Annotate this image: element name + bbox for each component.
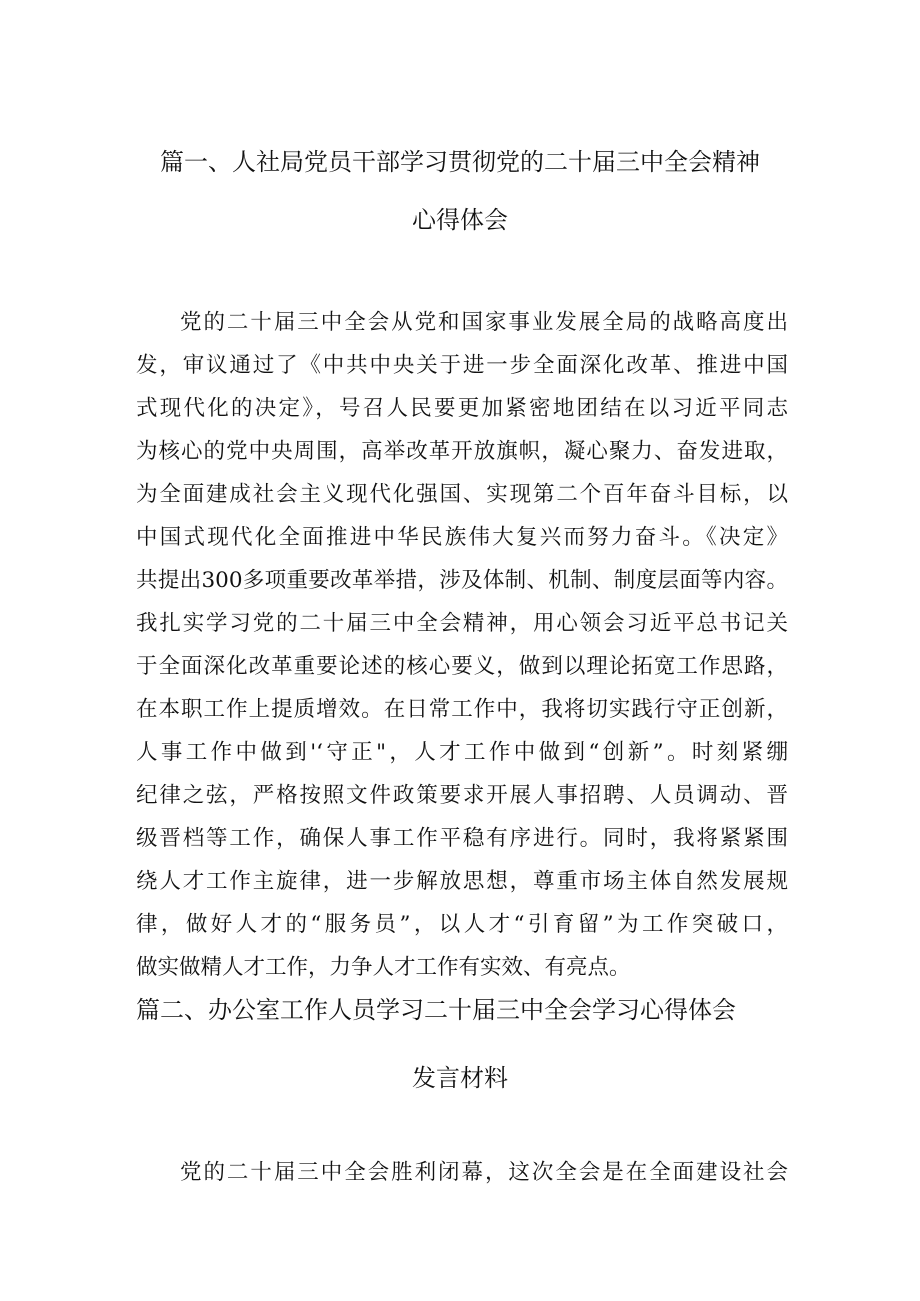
section1-title-line1: 篇一、人社局党员干部学习贯彻党的二十届三中全会精神	[160, 148, 760, 176]
paragraph-line: 中国式现代化全面推进中华民族伟大复兴而努力奋斗。《决定》	[136, 525, 788, 550]
paragraph-line: 党的二十届三中全会胜利闭幕，这次全会是在全面建设社会	[180, 1160, 788, 1185]
paragraph-line: 党的二十届三中全会从党和国家事业发展全局的战略高度出	[180, 310, 788, 335]
paragraph-line: 级晋档等工作，确保人事工作平稳有序进行。同时，我将紧紧围	[136, 826, 788, 851]
section2-title-line1: 篇二、办公室工作人员学习二十届三中全会学习心得体会	[136, 996, 736, 1024]
paragraph-line: 为全面建成社会主义现代化强国、实现第二个百年奋斗目标，以	[136, 482, 788, 507]
paragraph-line: 我扎实学习党的二十届三中全会精神，用心领会习近平总书记关	[136, 611, 788, 636]
paragraph-line: 纪律之弦，严格按照文件政策要求开展人事招聘、人员调动、晋	[136, 783, 788, 808]
section1-title-line2: 心得体会	[412, 206, 508, 234]
paragraph-line: 于全面深化改革重要论述的核心要义，做到以理论拓宽工作思路，	[136, 654, 788, 679]
paragraph-line: 为核心的党中央周围，高举改革开放旗帜，凝心聚力、奋发进取，	[136, 439, 788, 464]
paragraph-line: 在本职工作上提质增效。在日常工作中，我将切实践行守正创新，	[136, 697, 788, 722]
paragraph-line: 发，审议通过了《中共中央关于进一步全面深化改革、推进中国	[136, 353, 788, 378]
paragraph-line: 律，做好人才的“服务员”，以人才“引育留”为工作突破口，	[136, 912, 788, 937]
paragraph-line: 绕人才工作主旋律，进一步解放思想，尊重市场主体自然发展规	[136, 869, 788, 894]
paragraph-line: 共提出300多项重要改革举措，涉及体制、机制、制度层面等内容。	[136, 568, 788, 593]
paragraph-line: 人事工作中做到'‘守正"，人才工作中做到“创新”。时刻紧绷	[136, 740, 788, 765]
paragraph-line: 做实做精人才工作，力争人才工作有实效、有亮点。	[136, 955, 631, 980]
paragraph-line: 式现代化的决定》，号召人民要更加紧密地团结在以习近平同志	[136, 396, 788, 421]
section2-title-line2: 发言材料	[412, 1064, 508, 1092]
